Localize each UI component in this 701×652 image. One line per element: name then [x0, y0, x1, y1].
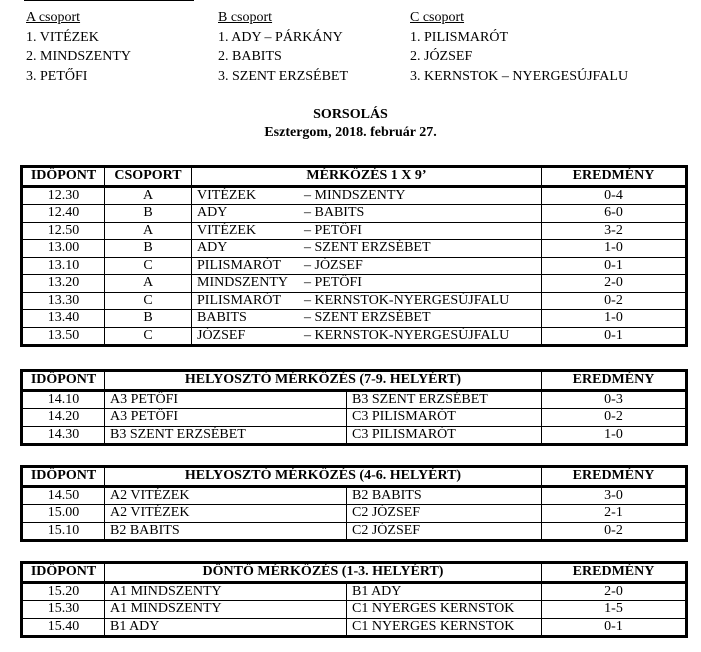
- away-team: B2 BABITS: [347, 486, 542, 505]
- away-team: – KERNSTOK-NYERGESÚJFALU: [304, 292, 510, 308]
- table-row: [22, 327, 687, 346]
- result-cell: 2-0: [542, 582, 687, 601]
- header-result: EREDMÉNY: [542, 167, 687, 187]
- page-title: SORSOLÁS: [313, 107, 388, 122]
- group-team: 3. PETŐFI: [26, 68, 88, 84]
- header-match: MÉRKŐZÉS 1 X 9’: [192, 167, 542, 187]
- group-b: [218, 8, 348, 86]
- time-cell: 14.50: [22, 486, 105, 505]
- time-cell: 14.20: [22, 409, 105, 427]
- time-cell: 14.30: [22, 426, 105, 445]
- table-row: [22, 522, 687, 541]
- table-row: [22, 292, 687, 310]
- away-team: – PETŐFI: [304, 275, 362, 291]
- away-team: – BABITS: [304, 205, 365, 221]
- result-cell: 0-2: [542, 522, 687, 541]
- away-team: – MINDSZENTY: [304, 187, 406, 203]
- group-header: C csoport: [410, 10, 465, 25]
- group-cell: B: [105, 240, 192, 258]
- away-team: – KERNSTOK-NYERGESÚJFALU: [304, 327, 510, 343]
- away-team: B1 ADY: [347, 582, 542, 601]
- group-cell: A: [105, 186, 192, 205]
- header-match: HELYOSZTÓ MÉRKŐZÉS (4-6. HELYÉRT): [105, 467, 542, 487]
- group-team: 2. BABITS: [218, 49, 282, 64]
- away-team: C2 JÓZSEF: [347, 522, 542, 541]
- table-row: [22, 409, 687, 427]
- match-cell: [192, 205, 542, 223]
- header-time: IDŐPONT: [22, 167, 105, 187]
- away-team: – SZENT ERZSÉBET: [304, 310, 431, 326]
- home-team: A2 VITÉZEK: [105, 505, 347, 523]
- group-team: 2. MINDSZENTY: [26, 49, 131, 64]
- time-cell: 15.40: [22, 618, 105, 637]
- group-team: 1. ADY – PÁRKÁNY: [218, 29, 343, 45]
- table-row: [22, 275, 687, 293]
- time-cell: 13.50: [22, 327, 105, 346]
- home-team: A1 MINDSZENTY: [105, 582, 347, 601]
- match-cell: [192, 292, 542, 310]
- table-row: [22, 390, 687, 409]
- time-cell: 15.00: [22, 505, 105, 523]
- away-team: – JÓZSEF: [304, 257, 363, 273]
- result-cell: 0-1: [542, 327, 687, 346]
- home-team: ADY: [197, 205, 228, 221]
- header-match: HELYOSZTÓ MÉRKŐZÉS (7-9. HELYÉRT): [105, 371, 542, 391]
- home-team: A1 MINDSZENTY: [105, 601, 347, 619]
- home-team: ADY: [197, 240, 228, 256]
- group-team: 2. JÓZSEF: [410, 49, 473, 64]
- home-team: B2 BABITS: [105, 522, 347, 541]
- table-row: [22, 240, 687, 258]
- table-header-row: [22, 371, 687, 391]
- result-cell: 2-0: [542, 275, 687, 293]
- result-cell: 3-0: [542, 486, 687, 505]
- away-team: B3 SZENT ERZSÉBET: [347, 390, 542, 409]
- home-team: A2 VITÉZEK: [105, 486, 347, 505]
- group-team: 3. KERNSTOK – NYERGESÚJFALU: [410, 68, 629, 84]
- away-team: C1 NYERGES KERNSTOK: [347, 618, 542, 637]
- header-result: EREDMÉNY: [542, 371, 687, 391]
- time-cell: 13.30: [22, 292, 105, 310]
- match-cell: [192, 257, 542, 275]
- away-team: – SZENT ERZSÉBET: [304, 240, 431, 256]
- time-cell: 13.40: [22, 310, 105, 328]
- result-cell: 0-3: [542, 390, 687, 409]
- group-c: [410, 8, 628, 86]
- home-team: MINDSZENTY: [197, 275, 288, 291]
- home-team: VITÉZEK: [197, 187, 257, 203]
- table-row: [22, 310, 687, 328]
- table-header-row: [22, 167, 687, 187]
- table-row: [22, 222, 687, 240]
- final-table-1-3: [20, 561, 688, 638]
- result-cell: 0-1: [542, 618, 687, 637]
- result-cell: 0-2: [542, 292, 687, 310]
- home-team: A3 PETŐFI: [105, 390, 347, 409]
- group-cell: B: [105, 205, 192, 223]
- time-cell: 14.10: [22, 390, 105, 409]
- match-cell: [192, 240, 542, 258]
- group-cell: C: [105, 327, 192, 346]
- home-team: JÓZSEF: [197, 327, 246, 343]
- header-result: EREDMÉNY: [542, 467, 687, 487]
- table-row: [22, 505, 687, 523]
- home-team: B1 ADY: [105, 618, 347, 637]
- time-cell: 15.10: [22, 522, 105, 541]
- group-cell: C: [105, 292, 192, 310]
- table-row: [22, 205, 687, 223]
- time-cell: 13.20: [22, 275, 105, 293]
- header-time: IDŐPONT: [22, 467, 105, 487]
- home-team: B3 SZENT ERZSÉBET: [105, 426, 347, 445]
- table-row: [22, 257, 687, 275]
- result-cell: 1-5: [542, 601, 687, 619]
- group-cell: B: [105, 310, 192, 328]
- time-cell: 15.20: [22, 582, 105, 601]
- top-rule: [24, 0, 194, 1]
- group-cell: A: [105, 275, 192, 293]
- away-team: C3 PILISMARÓT: [347, 426, 542, 445]
- home-team: PILISMARÓT: [197, 257, 282, 273]
- time-cell: 13.00: [22, 240, 105, 258]
- group-cell: A: [105, 222, 192, 240]
- table-row: [22, 186, 687, 205]
- result-cell: 3-2: [542, 222, 687, 240]
- match-cell: [192, 186, 542, 205]
- match-cell: [192, 327, 542, 346]
- result-cell: 1-0: [542, 240, 687, 258]
- time-cell: 12.40: [22, 205, 105, 223]
- match-cell: [192, 222, 542, 240]
- time-cell: 15.30: [22, 601, 105, 619]
- header-result: EREDMÉNY: [542, 563, 687, 583]
- group-header: B csoport: [218, 10, 273, 25]
- time-cell: 12.30: [22, 186, 105, 205]
- result-cell: 0-1: [542, 257, 687, 275]
- placement-table-7-9: [20, 369, 688, 446]
- header-time: IDŐPONT: [22, 371, 105, 391]
- away-team: C1 NYERGES KERNSTOK: [347, 601, 542, 619]
- result-cell: 6-0: [542, 205, 687, 223]
- group-header: A csoport: [26, 10, 81, 25]
- away-team: C3 PILISMARÓT: [347, 409, 542, 427]
- table-row: [22, 618, 687, 637]
- group-team: 1. PILISMARÓT: [410, 29, 509, 45]
- home-team: A3 PETŐFI: [105, 409, 347, 427]
- time-cell: 12.50: [22, 222, 105, 240]
- table-row: [22, 582, 687, 601]
- match-cell: [192, 310, 542, 328]
- group-stage-table: [20, 165, 688, 347]
- result-cell: 1-0: [542, 426, 687, 445]
- group-cell: C: [105, 257, 192, 275]
- away-team: – PETŐFI: [304, 222, 362, 238]
- group-team: 1. VITÉZEK: [26, 29, 99, 45]
- header-time: IDŐPONT: [22, 563, 105, 583]
- table-row: [22, 601, 687, 619]
- result-cell: 0-4: [542, 186, 687, 205]
- header-group: CSOPORT: [105, 167, 192, 187]
- away-team: C2 JÓZSEF: [347, 505, 542, 523]
- header-match: DÖNTŐ MÉRKŐZÉS (1-3. HELYÉRT): [105, 563, 542, 583]
- table-row: [22, 426, 687, 445]
- table-header-row: [22, 563, 687, 583]
- placement-table-4-6: [20, 465, 688, 542]
- page-subtitle: Esztergom, 2018. február 27.: [264, 125, 437, 140]
- home-team: VITÉZEK: [197, 222, 257, 238]
- table-row: [22, 486, 687, 505]
- table-header-row: [22, 467, 687, 487]
- result-cell: 0-2: [542, 409, 687, 427]
- result-cell: 2-1: [542, 505, 687, 523]
- time-cell: 13.10: [22, 257, 105, 275]
- home-team: BABITS: [197, 310, 247, 326]
- group-team: 3. SZENT ERZSÉBET: [218, 68, 349, 84]
- home-team: PILISMARÓT: [197, 292, 282, 308]
- result-cell: 1-0: [542, 310, 687, 328]
- match-cell: [192, 275, 542, 293]
- group-a: [26, 8, 131, 86]
